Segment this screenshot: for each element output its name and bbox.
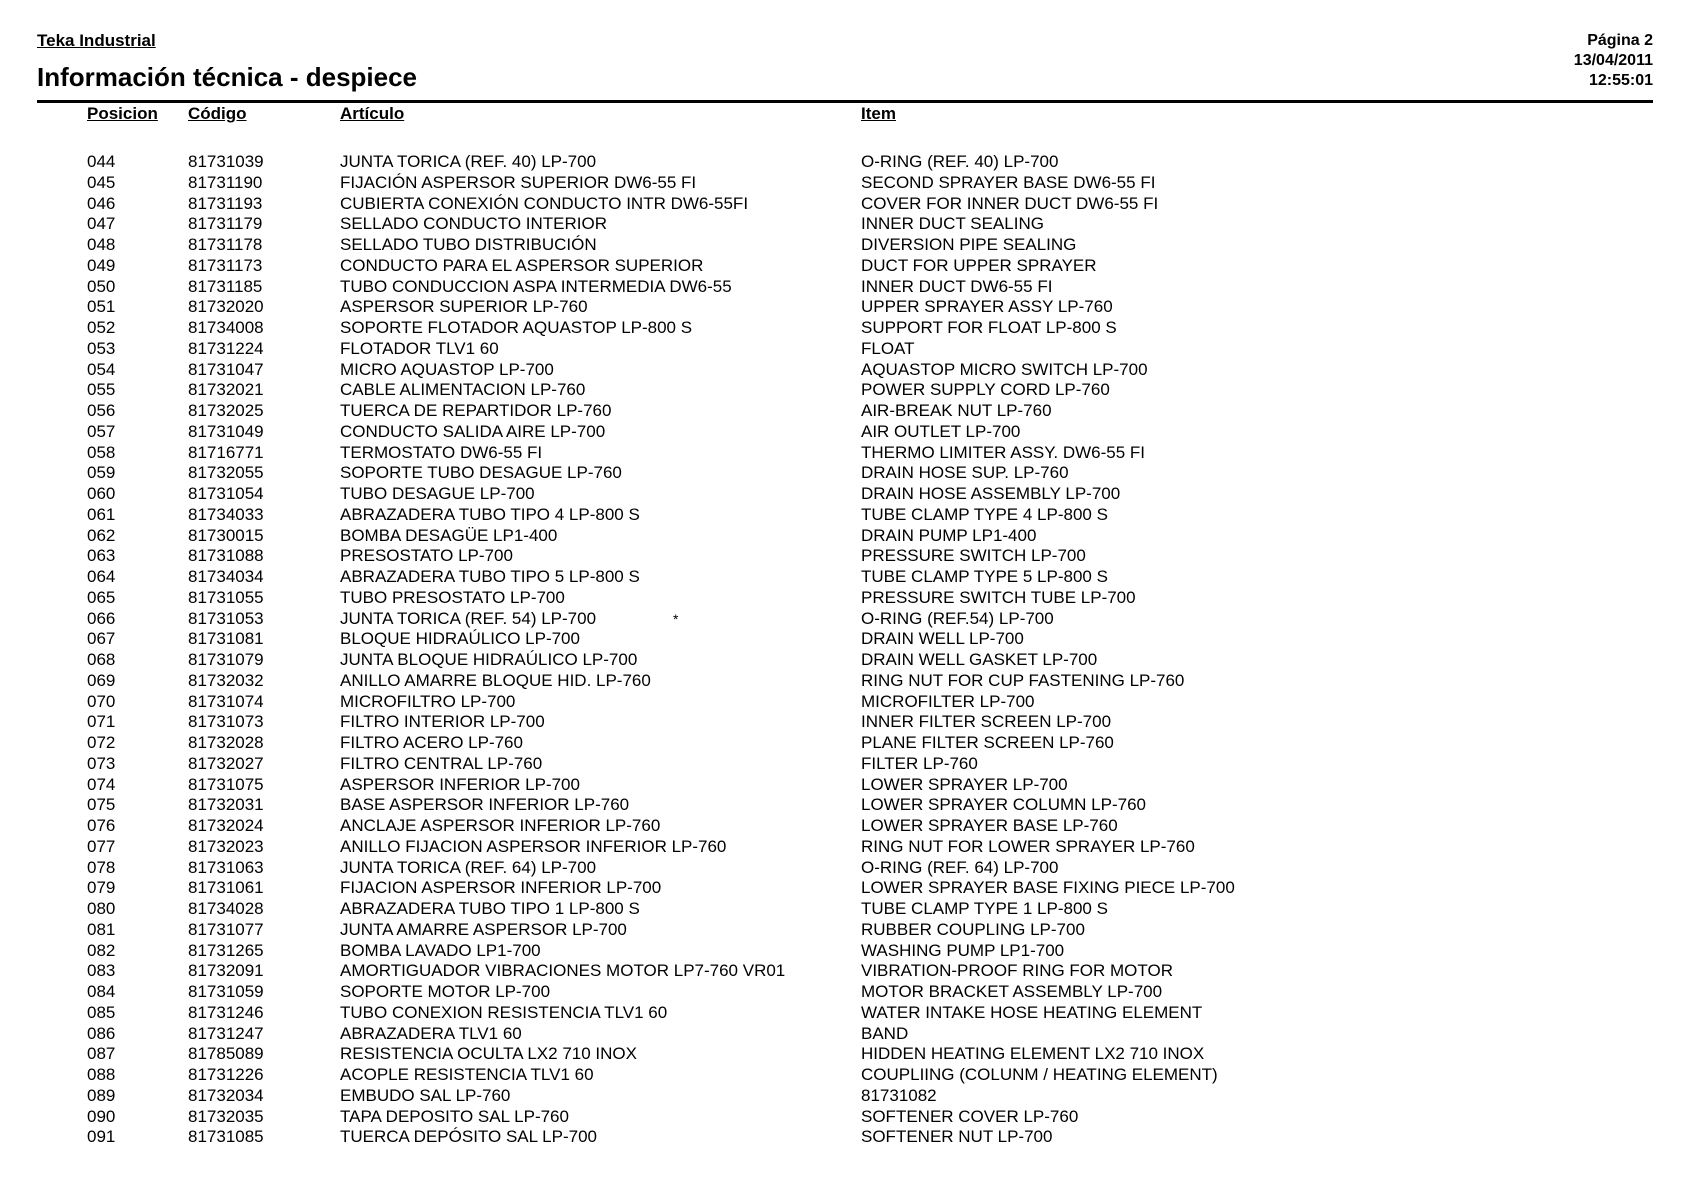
cell-item: INNER DUCT SEALING [861, 214, 1044, 234]
cell-item: SOFTENER NUT LP-700 [861, 1127, 1053, 1147]
cell-posicion: 074 [87, 774, 116, 794]
table-row [0, 567, 1683, 588]
cell-posicion: 058 [87, 442, 116, 462]
cell-articulo: SELLADO TUBO DISTRIBUCIÓN [340, 235, 597, 254]
cell-codigo: 81732031 [188, 795, 264, 815]
cell-item: INNER DUCT DW6-55 FI [861, 276, 1053, 296]
cell-articulo: MICROFILTRO LP-700 [340, 691, 516, 711]
cell-articulo: MICRO AQUASTOP LP-700 [340, 359, 554, 379]
table-row [0, 318, 1683, 339]
cell-posicion: 083 [87, 961, 116, 981]
cell-articulo: CUBIERTA CONEXIÓN CONDUCTO INTR DW6-55FI [340, 193, 749, 213]
column-header-codigo: Código [188, 104, 247, 123]
cell-articulo: TUBO DESAGUE LP-700 [340, 484, 535, 503]
table-row [0, 256, 1683, 277]
cell-posicion: 070 [87, 691, 116, 711]
cell-articulo: TUBO CONDUCCION ASPA INTERMEDIA DW6-55 [340, 276, 732, 296]
cell-item: DRAIN HOSE ASSEMBLY LP-700 [861, 484, 1121, 503]
table-row [0, 401, 1683, 422]
table-row [0, 733, 1683, 754]
table-row [0, 152, 1683, 173]
cell-posicion: 057 [87, 421, 116, 441]
cell-item: 81731082 [861, 1085, 937, 1105]
cell-codigo: 81732032 [188, 670, 264, 690]
cell-codigo: 81731077 [188, 919, 264, 939]
cell-posicion: 060 [87, 484, 116, 503]
cell-posicion: 071 [87, 712, 116, 732]
table-row [0, 380, 1683, 401]
cell-codigo: 81734033 [188, 504, 264, 524]
cell-posicion: 068 [87, 650, 116, 669]
cell-codigo: 81785089 [188, 1044, 264, 1064]
cell-item: HIDDEN HEATING ELEMENT LX2 710 INOX [861, 1044, 1205, 1064]
cell-codigo: 81731224 [188, 338, 264, 358]
cell-item: RING NUT FOR LOWER SPRAYER LP-760 [861, 836, 1195, 856]
table-row [0, 920, 1683, 941]
cell-item: TUBE CLAMP TYPE 5 LP-800 S [861, 567, 1108, 586]
cell-item: DIVERSION PIPE SEALING [861, 235, 1077, 254]
cell-codigo: 81731178 [188, 235, 263, 254]
cell-mark: * [673, 610, 679, 627]
cell-articulo: BLOQUE HIDRAÚLICO LP-700 [340, 629, 580, 649]
table-row [0, 629, 1683, 650]
table-row [0, 443, 1683, 464]
cell-codigo: 81730015 [188, 525, 264, 545]
cell-articulo: FILTRO ACERO LP-760 [340, 733, 523, 752]
cell-articulo: ACOPLE RESISTENCIA TLV1 60 [340, 1065, 594, 1084]
cell-posicion: 052 [87, 318, 116, 337]
cell-codigo: 81731081 [188, 629, 264, 649]
cell-codigo: 81732024 [188, 816, 264, 835]
cell-item: INNER FILTER SCREEN LP-700 [861, 712, 1112, 732]
cell-item: FLOAT [861, 338, 915, 358]
cell-posicion: 080 [87, 899, 116, 918]
cell-codigo: 81731061 [188, 878, 264, 898]
cell-posicion: 051 [87, 297, 116, 317]
cell-posicion: 061 [87, 504, 116, 524]
cell-codigo: 81732021 [188, 380, 264, 400]
cell-item: RUBBER COUPLING LP-700 [861, 919, 1085, 939]
cell-articulo: JUNTA BLOQUE HIDRAÚLICO LP-700 [340, 650, 638, 669]
cell-item: LOWER SPRAYER BASE FIXING PIECE LP-700 [861, 878, 1235, 898]
cell-item: DRAIN HOSE SUP. LP-760 [861, 463, 1069, 483]
cell-codigo: 81732027 [188, 753, 264, 773]
cell-posicion: 082 [87, 940, 116, 960]
table-row [0, 899, 1683, 920]
table-row [0, 505, 1683, 526]
cell-articulo: CABLE ALIMENTACION LP-760 [340, 380, 586, 400]
table-row [0, 609, 1683, 630]
cell-item: FILTER LP-760 [861, 753, 978, 773]
cell-codigo: 81731039 [188, 152, 264, 171]
cell-item: VIBRATION-PROOF RING FOR MOTOR [861, 961, 1173, 981]
table-row [0, 1086, 1683, 1107]
cell-posicion: 081 [87, 919, 116, 939]
cell-codigo: 81731247 [188, 1023, 264, 1043]
cell-articulo: SOPORTE MOTOR LP-700 [340, 982, 551, 1001]
cell-item: AIR OUTLET LP-700 [861, 421, 1021, 441]
cell-articulo: ANILLO AMARRE BLOQUE HID. LP-760 [340, 670, 651, 690]
cell-posicion: 046 [87, 193, 116, 213]
cell-item: THERMO LIMITER ASSY. DW6-55 FI [861, 442, 1146, 462]
cell-articulo: TAPA DEPOSITO SAL LP-760 [340, 1106, 569, 1126]
cell-codigo: 81732020 [188, 297, 264, 317]
cell-posicion: 065 [87, 587, 116, 607]
page-title: Información técnica - despiece [37, 62, 418, 92]
cell-posicion: 085 [87, 1002, 116, 1022]
cell-codigo: 81731079 [188, 650, 264, 669]
cell-codigo: 81731047 [188, 359, 264, 379]
table-row [0, 360, 1683, 381]
cell-codigo: 81731073 [188, 712, 264, 732]
cell-posicion: 056 [87, 401, 116, 420]
cell-posicion: 048 [87, 235, 116, 254]
cell-posicion: 067 [87, 629, 116, 649]
cell-item: MICROFILTER LP-700 [861, 691, 1035, 711]
cell-item: WATER INTAKE HOSE HEATING ELEMENT [861, 1002, 1203, 1022]
table-row [0, 484, 1683, 505]
cell-item: UPPER SPRAYER ASSY LP-760 [861, 297, 1113, 317]
table-row [0, 173, 1683, 194]
cell-posicion: 062 [87, 525, 116, 545]
table-row [0, 1003, 1683, 1024]
cell-codigo: 81731049 [188, 421, 264, 441]
cell-codigo: 81731193 [188, 193, 263, 213]
cell-item: O-RING (REF. 64) LP-700 [861, 857, 1059, 877]
cell-codigo: 81732091 [188, 961, 264, 981]
cell-posicion: 087 [87, 1044, 116, 1064]
cell-codigo: 81731088 [188, 546, 264, 566]
cell-codigo: 81732023 [188, 836, 264, 856]
cell-posicion: 079 [87, 878, 116, 898]
table-row [0, 1127, 1683, 1148]
cell-articulo: ASPERSOR INFERIOR LP-700 [340, 774, 580, 794]
cell-codigo: 81734028 [188, 899, 264, 918]
cell-item: COVER FOR INNER DUCT DW6-55 FI [861, 193, 1159, 213]
cell-articulo: ABRAZADERA TUBO TIPO 5 LP-800 S [340, 567, 640, 586]
table-row [0, 941, 1683, 962]
cell-articulo: EMBUDO SAL LP-760 [340, 1085, 511, 1105]
table-row [0, 588, 1683, 609]
cell-articulo: ABRAZADERA TUBO TIPO 1 LP-800 S [340, 899, 640, 918]
cell-articulo: CONDUCTO SALIDA AIRE LP-700 [340, 421, 606, 441]
cell-posicion: 059 [87, 463, 116, 483]
cell-codigo: 81732034 [188, 1085, 264, 1105]
cell-posicion: 063 [87, 546, 116, 566]
table-row [0, 526, 1683, 547]
cell-item: AIR-BREAK NUT LP-760 [861, 401, 1052, 420]
cell-item: TUBE CLAMP TYPE 4 LP-800 S [861, 504, 1108, 524]
table-row [0, 712, 1683, 733]
cell-item: DRAIN WELL LP-700 [861, 629, 1024, 649]
cell-item: BAND [861, 1023, 909, 1043]
cell-posicion: 050 [87, 276, 116, 296]
cell-articulo: ABRAZADERA TUBO TIPO 4 LP-800 S [340, 504, 640, 524]
table-row [0, 961, 1683, 982]
table-row [0, 546, 1683, 567]
cell-articulo: TERMOSTATO DW6-55 FI [340, 442, 543, 462]
parts-table [0, 152, 1683, 1148]
cell-codigo: 81731185 [188, 276, 263, 296]
cell-item: MOTOR BRACKET ASSEMBLY LP-700 [861, 982, 1163, 1001]
print-date: 13/04/2011 [1573, 52, 1653, 69]
cell-articulo: ANILLO FIJACION ASPERSOR INFERIOR LP-760 [340, 836, 727, 856]
table-row [0, 297, 1683, 318]
cell-item: COUPLIING (COLUNM / HEATING ELEMENT) [861, 1065, 1218, 1084]
cell-codigo: 81731053 [188, 608, 264, 628]
cell-posicion: 064 [87, 567, 116, 586]
cell-posicion: 089 [87, 1085, 116, 1105]
cell-codigo: 81731074 [188, 691, 264, 711]
cell-posicion: 090 [87, 1106, 116, 1126]
cell-item: O-RING (REF. 40) LP-700 [861, 152, 1059, 171]
cell-codigo: 81716771 [188, 442, 264, 462]
cell-posicion: 084 [87, 982, 116, 1001]
cell-item: SECOND SPRAYER BASE DW6-55 FI [861, 172, 1156, 192]
table-row [0, 775, 1683, 796]
cell-item: DUCT FOR UPPER SPRAYER [861, 255, 1097, 275]
cell-codigo: 81732055 [188, 463, 264, 483]
cell-item: SOFTENER COVER LP-760 [861, 1106, 1079, 1126]
cell-codigo: 81731063 [188, 857, 264, 877]
cell-articulo: SOPORTE TUBO DESAGUE LP-760 [340, 463, 622, 483]
cell-item: RING NUT FOR CUP FASTENING LP-760 [861, 670, 1185, 690]
cell-posicion: 073 [87, 753, 116, 773]
cell-articulo: JUNTA TORICA (REF. 64) LP-700 [340, 857, 597, 877]
table-row [0, 422, 1683, 443]
cell-articulo: ANCLAJE ASPERSOR INFERIOR LP-760 [340, 816, 661, 835]
cell-codigo: 81731059 [188, 982, 264, 1001]
cell-articulo: JUNTA TORICA (REF. 40) LP-700 [340, 152, 597, 171]
cell-articulo: JUNTA AMARRE ASPERSOR LP-700 [340, 919, 627, 939]
table-row [0, 1065, 1683, 1086]
cell-codigo: 81734008 [188, 318, 264, 337]
cell-posicion: 075 [87, 795, 116, 815]
table-row [0, 1107, 1683, 1128]
cell-articulo: ASPERSOR SUPERIOR LP-760 [340, 297, 588, 317]
page-meta [1574, 31, 1653, 91]
cell-posicion: 077 [87, 836, 116, 856]
cell-codigo: 81731246 [188, 1002, 264, 1022]
cell-articulo: FIJACIÓN ASPERSOR SUPERIOR DW6-55 FI [340, 172, 697, 192]
cell-posicion: 086 [87, 1023, 116, 1043]
cell-item: PLANE FILTER SCREEN LP-760 [861, 733, 1114, 752]
cell-articulo: TUERCA DEPÓSITO SAL LP-700 [340, 1127, 597, 1147]
table-row [0, 235, 1683, 256]
cell-codigo: 81731055 [188, 587, 264, 607]
cell-articulo: FIJACION ASPERSOR INFERIOR LP-700 [340, 878, 662, 898]
cell-posicion: 088 [87, 1065, 116, 1084]
cell-codigo: 81731054 [188, 484, 264, 503]
table-row [0, 339, 1683, 360]
cell-articulo: PRESOSTATO LP-700 [340, 546, 513, 566]
cell-item: TUBE CLAMP TYPE 1 LP-800 S [861, 899, 1108, 918]
cell-item: PRESSURE SWITCH TUBE LP-700 [861, 587, 1136, 607]
table-row [0, 1044, 1683, 1065]
table-row [0, 692, 1683, 713]
cell-articulo: RESISTENCIA OCULTA LX2 710 INOX [340, 1044, 637, 1064]
column-header-item: Item [861, 104, 896, 123]
cell-articulo: TUERCA DE REPARTIDOR LP-760 [340, 401, 612, 420]
table-row [0, 1024, 1683, 1045]
cell-articulo: TUBO PRESOSTATO LP-700 [340, 587, 565, 607]
cell-articulo: BOMBA DESAGÜE LP1-400 [340, 525, 558, 545]
cell-posicion: 078 [87, 857, 116, 877]
cell-articulo: FILTRO INTERIOR LP-700 [340, 712, 545, 732]
cell-posicion: 069 [87, 670, 116, 690]
cell-item: POWER SUPPLY CORD LP-760 [861, 380, 1110, 400]
cell-articulo: BOMBA LAVADO LP1-700 [340, 940, 541, 960]
cell-articulo: SELLADO CONDUCTO INTERIOR [340, 214, 608, 234]
cell-articulo: FLOTADOR TLV1 60 [340, 338, 499, 358]
cell-posicion: 066 [87, 608, 116, 628]
cell-articulo: CONDUCTO PARA EL ASPERSOR SUPERIOR [340, 255, 704, 275]
table-row [0, 277, 1683, 298]
table-row [0, 795, 1683, 816]
table-row [0, 214, 1683, 235]
cell-articulo: FILTRO CENTRAL LP-760 [340, 753, 543, 773]
cell-codigo: 81732035 [188, 1106, 264, 1126]
table-row [0, 837, 1683, 858]
header-divider [37, 100, 1653, 103]
cell-posicion: 055 [87, 380, 116, 400]
table-row [0, 671, 1683, 692]
company-name: Teka Industrial [37, 31, 156, 50]
table-row [0, 650, 1683, 671]
cell-item: PRESSURE SWITCH LP-700 [861, 546, 1086, 566]
cell-posicion: 049 [87, 255, 116, 275]
table-row [0, 194, 1683, 215]
cell-posicion: 053 [87, 338, 116, 358]
cell-codigo: 81731179 [188, 214, 263, 234]
cell-articulo: SOPORTE FLOTADOR AQUASTOP LP-800 S [340, 318, 693, 337]
cell-item: SUPPORT FOR FLOAT LP-800 S [861, 318, 1117, 337]
cell-item: LOWER SPRAYER BASE LP-760 [861, 816, 1118, 835]
cell-item: LOWER SPRAYER COLUMN LP-760 [861, 795, 1146, 815]
cell-item: DRAIN WELL GASKET LP-700 [861, 650, 1098, 669]
cell-codigo: 81734034 [188, 567, 264, 586]
table-row [0, 878, 1683, 899]
table-row [0, 858, 1683, 879]
print-time: 12:55:01 [1588, 72, 1653, 89]
cell-posicion: 047 [87, 214, 116, 234]
cell-posicion: 076 [87, 816, 116, 835]
cell-codigo: 81731085 [188, 1127, 264, 1147]
column-header-posicion: Posicion [87, 104, 158, 123]
cell-codigo: 81731190 [188, 172, 263, 192]
cell-articulo: AMORTIGUADOR VIBRACIONES MOTOR LP7-760 VR01 [340, 961, 786, 981]
cell-codigo: 81732025 [188, 401, 264, 420]
cell-item: DRAIN PUMP LP1-400 [861, 525, 1037, 545]
cell-item: AQUASTOP MICRO SWITCH LP-700 [861, 359, 1148, 379]
cell-codigo: 81731173 [188, 255, 263, 275]
cell-item: WASHING PUMP LP1-700 [861, 940, 1065, 960]
table-row [0, 754, 1683, 775]
cell-codigo: 81731265 [188, 940, 264, 960]
page-number: Página 2 [1587, 32, 1653, 49]
table-row [0, 816, 1683, 837]
cell-item: O-RING (REF.54) LP-700 [861, 608, 1054, 628]
cell-posicion: 045 [87, 172, 116, 192]
cell-articulo: TUBO CONEXION RESISTENCIA TLV1 60 [340, 1002, 668, 1022]
cell-posicion: 044 [87, 152, 116, 171]
cell-articulo: JUNTA TORICA (REF. 54) LP-700 [340, 608, 597, 628]
cell-codigo: 81732028 [188, 733, 264, 752]
table-row [0, 982, 1683, 1003]
cell-codigo: 81731226 [188, 1065, 264, 1084]
cell-posicion: 091 [87, 1127, 116, 1147]
cell-posicion: 054 [87, 359, 116, 379]
cell-item: LOWER SPRAYER LP-700 [861, 774, 1068, 794]
column-header-articulo: Artículo [340, 104, 405, 123]
cell-posicion: 072 [87, 733, 116, 752]
cell-codigo: 81731075 [188, 774, 264, 794]
cell-articulo: BASE ASPERSOR INFERIOR LP-760 [340, 795, 630, 815]
cell-articulo: ABRAZADERA TLV1 60 [340, 1023, 522, 1043]
table-row [0, 463, 1683, 484]
